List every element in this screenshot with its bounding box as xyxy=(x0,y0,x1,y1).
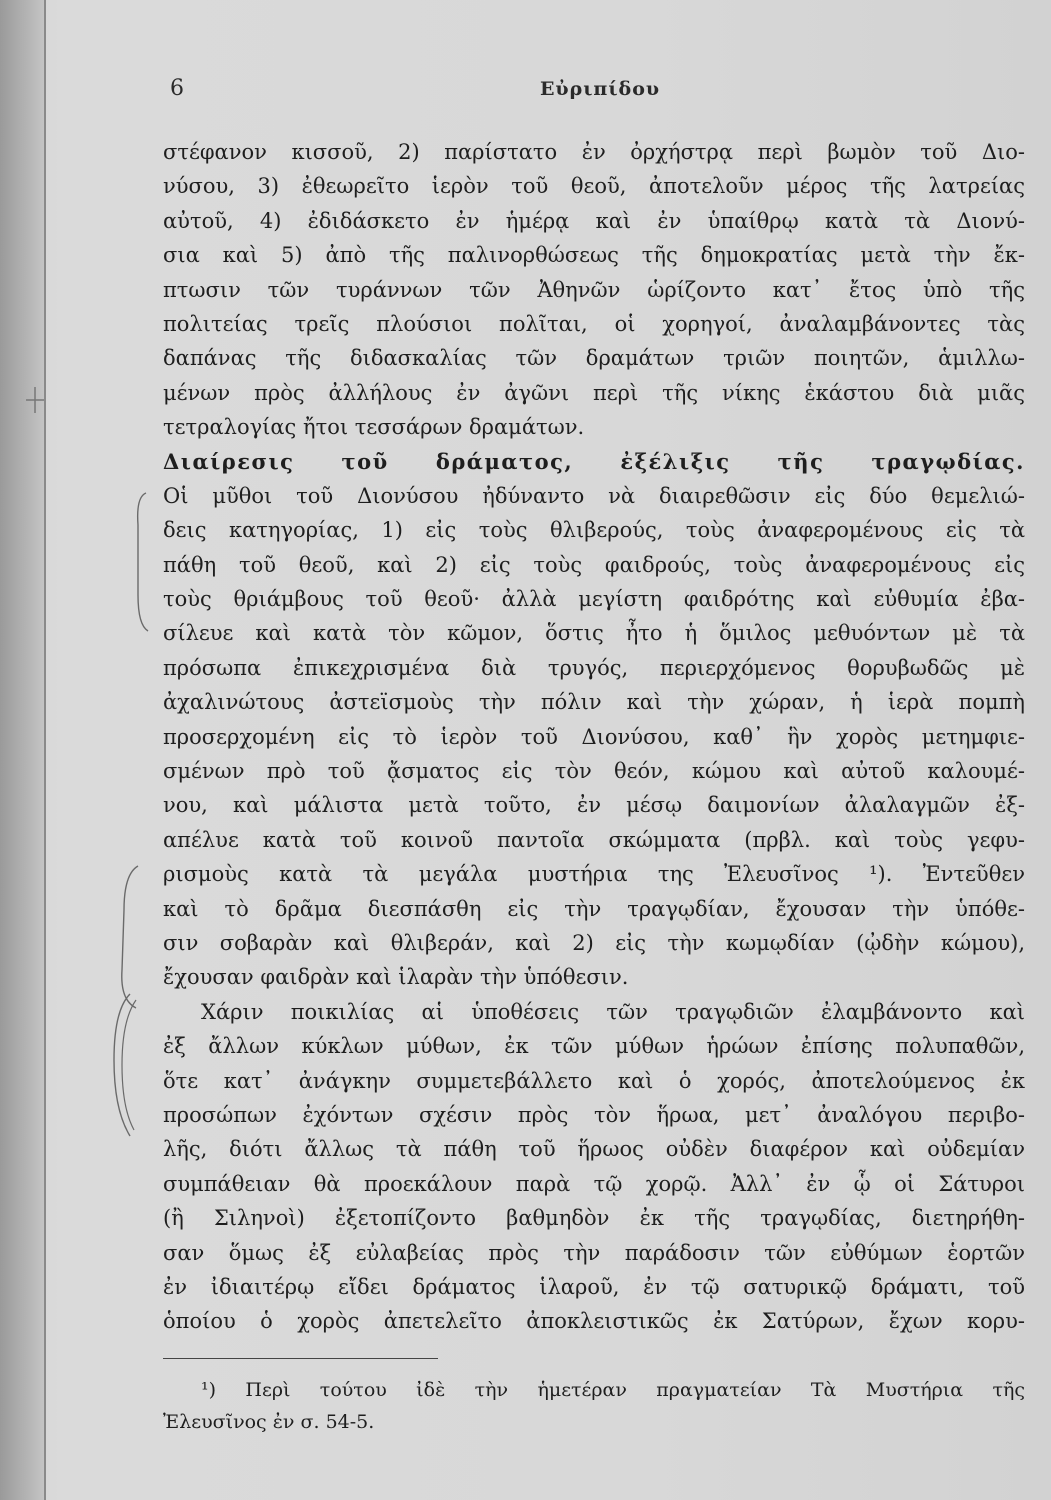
text-line: νύσου, 3) ἐθεωρεῖτο ἱερὸν τοῦ θεοῦ, ἀποτελοῦν μέρος τῆς λατρείας xyxy=(163,174,1025,199)
text-line: τετραλογίας ἤτοι τεσσάρων δραμάτων. xyxy=(163,415,585,440)
text-line: λῆς, διότι ἄλλως τὰ πάθη τοῦ ἥρωος οὐδὲν διαφέρον καὶ οὐδεμίαν xyxy=(163,1137,1025,1162)
text-line: ἔχουσαν φαιδρὰν καὶ ἱλαρὰν τὴν ὑπόθεσιν. xyxy=(163,965,629,990)
section-heading: Διαίρεσις τοῦ δράματος, ἐξέλιξις τῆς τραγῳδίας. xyxy=(163,448,1025,474)
text-line: τοὺς θριάμβους τοῦ θεοῦ· ἀλλὰ μεγίστη φαιδρότης καὶ εὐθυμία ἐβα- xyxy=(163,587,1025,612)
pencil-cross-mark xyxy=(20,385,50,415)
text-line: στέφανον κισσοῦ, 2) παρίστατο ἐν ὀρχήστρᾳ περὶ βωμὸν τοῦ Διο- xyxy=(163,140,1025,164)
text-line: ἐξ ἄλλων κύκλων μύθων, ἐκ τῶν μύθων ἡρώων ἐπίσης πολυπαθῶν, xyxy=(163,1034,1025,1059)
text-line: προσερχομένη εἰς τὸ ἱερὸν τοῦ Διονύσου, καθ᾽ ἣν χορὸς μετημφιε- xyxy=(163,724,1025,749)
body-text xyxy=(163,135,1025,1339)
footnote-line: ¹) Περὶ τούτου ἰδὲ τὴν ἡμετέραν πραγματείαν Τὰ Μυστήρια τῆς xyxy=(201,1379,1025,1401)
text-line: αὐτοῦ, 4) ἐδιδάσκετο ἐν ἡμέρᾳ καὶ ἐν ὑπαίθρῳ κατὰ τὰ Διονύ- xyxy=(163,208,1025,233)
pencil-margin-bracket-2 xyxy=(108,860,144,1010)
footnote-line: Ἐλευσῖνος ἐν σ. 54-5. xyxy=(163,1411,375,1433)
text-line: ὅτε κατ᾽ ἀνάγκην συμμετεβάλλετο καὶ ὁ χορός, ἀποτελούμενος ἐκ xyxy=(163,1068,1025,1093)
text-line: Οἱ μῦθοι τοῦ Διονύσου ἠδύναντο νὰ διαιρεθῶσιν εἰς δύο θεμελιώ- xyxy=(163,483,1025,508)
text-line: σιν σοβαρὰν καὶ θλιβεράν, καὶ 2) εἰς τὴν κωμῳδίαν (ᾠδὴν κώμου), xyxy=(163,930,1025,955)
pencil-margin-bracket-1 xyxy=(122,485,152,635)
text-line: ὁποίου ὁ χορὸς ἀπετελεῖτο ἀποκλειστικῶς ἐκ Σατύρων, ἔχων κορυ- xyxy=(163,1309,1025,1334)
text-line: σίλευε καὶ κατὰ τὸν κῶμον, ὅστις ἦτο ἡ ὅμιλος μεθυόντων μὲ τὰ xyxy=(163,621,1025,646)
text-line: απέλυε κατὰ τοῦ κοινοῦ παντοῖα σκώμματα (πρβλ. καὶ τοὺς γεφυ- xyxy=(163,827,1025,852)
text-line: σμένων πρὸ τοῦ ᾄσματος εἰς τὸν θεόν, κώμου καὶ αὐτοῦ καλουμέ- xyxy=(163,759,1025,784)
page-header xyxy=(170,76,1030,106)
text-line: καὶ τὸ δρᾶμα διεσπάσθη εἰς τὴν τραγῳδίαν, ἔχουσαν τὴν ὑπόθε- xyxy=(163,896,1025,921)
text-line: ἀχαλινώτους ἀστεϊσμοὺς τὴν πόλιν καὶ τὴν χώραν, ἡ ἱερὰ πομπὴ xyxy=(163,690,1025,715)
gutter-line xyxy=(44,0,46,1500)
page-number: 6 xyxy=(170,76,184,101)
text-line: πτωσιν τῶν τυράννων τῶν Ἀθηνῶν ὡρίζοντο κατ᾽ ἔτος ὑπὸ τῆς xyxy=(163,277,1025,302)
text-line: Χάριν ποικιλίας αἱ ὑποθέσεις τῶν τραγῳδιῶν ἐλαμβάνοντο καὶ xyxy=(201,999,1025,1024)
pencil-margin-bracket-3 xyxy=(100,990,140,1140)
text-line: νου, καὶ μάλιστα μετὰ τοῦτο, ἐν μέσῳ δαιμονίων ἀλαλαγμῶν ἐξ- xyxy=(163,793,1025,818)
text-line: (ἢ Σιληνοὶ) ἐξετοπίζοντο βαθμηδὸν ἐκ τῆς τραγῳδίας, διετηρήθη- xyxy=(163,1206,1025,1231)
text-line: προσώπων ἐχόντων σχέσιν πρὸς τὸν ἥρωα, μετ᾽ ἀναλόγου περιβο- xyxy=(163,1102,1025,1127)
text-line: δεις κατηγορίας, 1) εἰς τοὺς θλιβερούς, τοὺς ἀναφερομένους εἰς τὰ xyxy=(163,518,1025,543)
text-line: πάθη τοῦ θεοῦ, καὶ 2) εἰς τοὺς φαιδρούς, τοὺς ἀναφερομένους εἰς xyxy=(163,552,1025,577)
text-line: ρισμοὺς κατὰ τὰ μεγάλα μυστήρια της Ἐλευσῖνος ¹). Ἐντεῦθεν xyxy=(163,862,1025,887)
text-line: σια καὶ 5) ἀπὸ τῆς παλινορθώσεως τῆς δημοκρατίας μετὰ τὴν ἔκ- xyxy=(163,243,1025,268)
footnote xyxy=(163,1374,1025,1438)
running-head: Εὐριπίδου xyxy=(539,78,661,100)
footnote-rule xyxy=(163,1358,438,1359)
text-line: μένων πρὸς ἀλλήλους ἐν ἀγῶνι περὶ τῆς νίκης ἑκάστου διὰ μιᾶς xyxy=(163,380,1025,405)
text-line: ἐν ἰδιαιτέρῳ εἴδει δράματος ἱλαροῦ, ἐν τῷ σατυρικῷ δράματι, τοῦ xyxy=(163,1274,1025,1299)
page-gutter xyxy=(0,0,46,1500)
text-line: δαπάνας τῆς διδασκαλίας τῶν δραμάτων τριῶν ποιητῶν, ἁμιλλω- xyxy=(163,346,1025,371)
text-line: πολιτείας τρεῖς πλούσιοι πολῖται, οἱ χορηγοί, ἀναλαμβάνοντες τὰς xyxy=(163,311,1025,336)
text-line: πρόσωπα ἐπικεχρισμένα διὰ τρυγός, περιερχόμενος θορυβωδῶς μὲ xyxy=(163,655,1025,680)
text-line: συμπάθειαν θὰ προεκάλουν παρὰ τῷ χορῷ. Ἀλλ᾽ ἐν ᾧ οἱ Σάτυροι xyxy=(163,1171,1025,1196)
text-line: σαν ὅμως ἐξ εὐλαβείας πρὸς τὴν παράδοσιν τῶν εὐθύμων ἑορτῶν xyxy=(163,1240,1025,1265)
